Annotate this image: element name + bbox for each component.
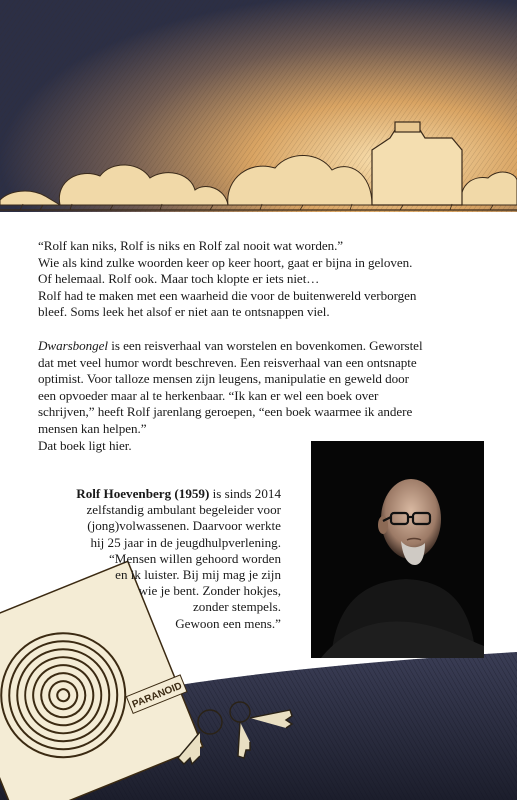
description-line: optimist. Voor talloze mensen zijn leugens, manipulatie en geweld door	[38, 371, 409, 387]
author-name: Rolf Hoevenberg (1959)	[76, 486, 210, 501]
description-line: Dat boek ligt hier.	[38, 437, 132, 453]
bio-line: en ik luister. Bij mij mag je zijn	[115, 567, 281, 583]
intro-line: Wie als kind zulke woorden keer op keer hoort, gaat er bijna in geloven.	[38, 254, 413, 270]
description-paragraph	[38, 338, 488, 454]
intro-line: “Rolf kan niks, Rolf is niks en Rolf zal nooit wat worden.”	[38, 238, 344, 253]
description-line: schrijven,” heeft Rolf jarenlang geroepen, “een boek waarmee ik andere	[38, 404, 413, 420]
author-bio	[31, 486, 281, 632]
bio-line: Gewoon een mens.”	[175, 615, 281, 631]
bio-line: (jong)volwassenen. Daarvoor werkte	[87, 518, 281, 534]
bio-line: “Mensen willen gehoord worden	[109, 550, 281, 566]
back-cover-blurb	[38, 238, 488, 454]
card-label: PARANOID	[130, 680, 184, 711]
description-line: mensen kan helpen.”	[38, 420, 147, 436]
top-illustration	[0, 0, 517, 222]
bio-line: zelfstandig ambulant begeleider voor	[86, 502, 281, 518]
bio-line: zonder stempels.	[193, 599, 281, 615]
intro-paragraph	[38, 238, 488, 321]
bio-line: hij 25 jaar in de jeugdhulpverlening.	[90, 534, 281, 550]
intro-line: Rolf had te maken met een waarheid die voor de buitenwereld verborgen	[38, 287, 417, 303]
author-portrait-image	[311, 441, 484, 658]
description-line: een opvoeder maar al te herkenbaar. “Ik kan er wel een boek over	[38, 387, 379, 403]
bio-line: wie je bent. Zonder hokjes,	[138, 583, 281, 599]
author-photo	[311, 441, 484, 658]
night-landscape-drawing	[0, 0, 517, 222]
book-title: Dwarsbongel	[38, 337, 109, 353]
intro-line: Of helemaal. Rolf ook. Maar toch klopte er iets niet…	[38, 271, 320, 287]
bio-line-rest: is sinds 2014	[209, 486, 281, 501]
description-line: dat met veel humor wordt beschreven. Een reisverhaal van een ontsnapte	[38, 354, 417, 370]
bio-line	[31, 486, 281, 502]
intro-line: bleef. Soms leek het alsof er niet aan te ontsnappen viel.	[38, 304, 330, 320]
description-line: is een reisverhaal van worstelen en bovenkomen. Geworstel	[108, 337, 423, 353]
